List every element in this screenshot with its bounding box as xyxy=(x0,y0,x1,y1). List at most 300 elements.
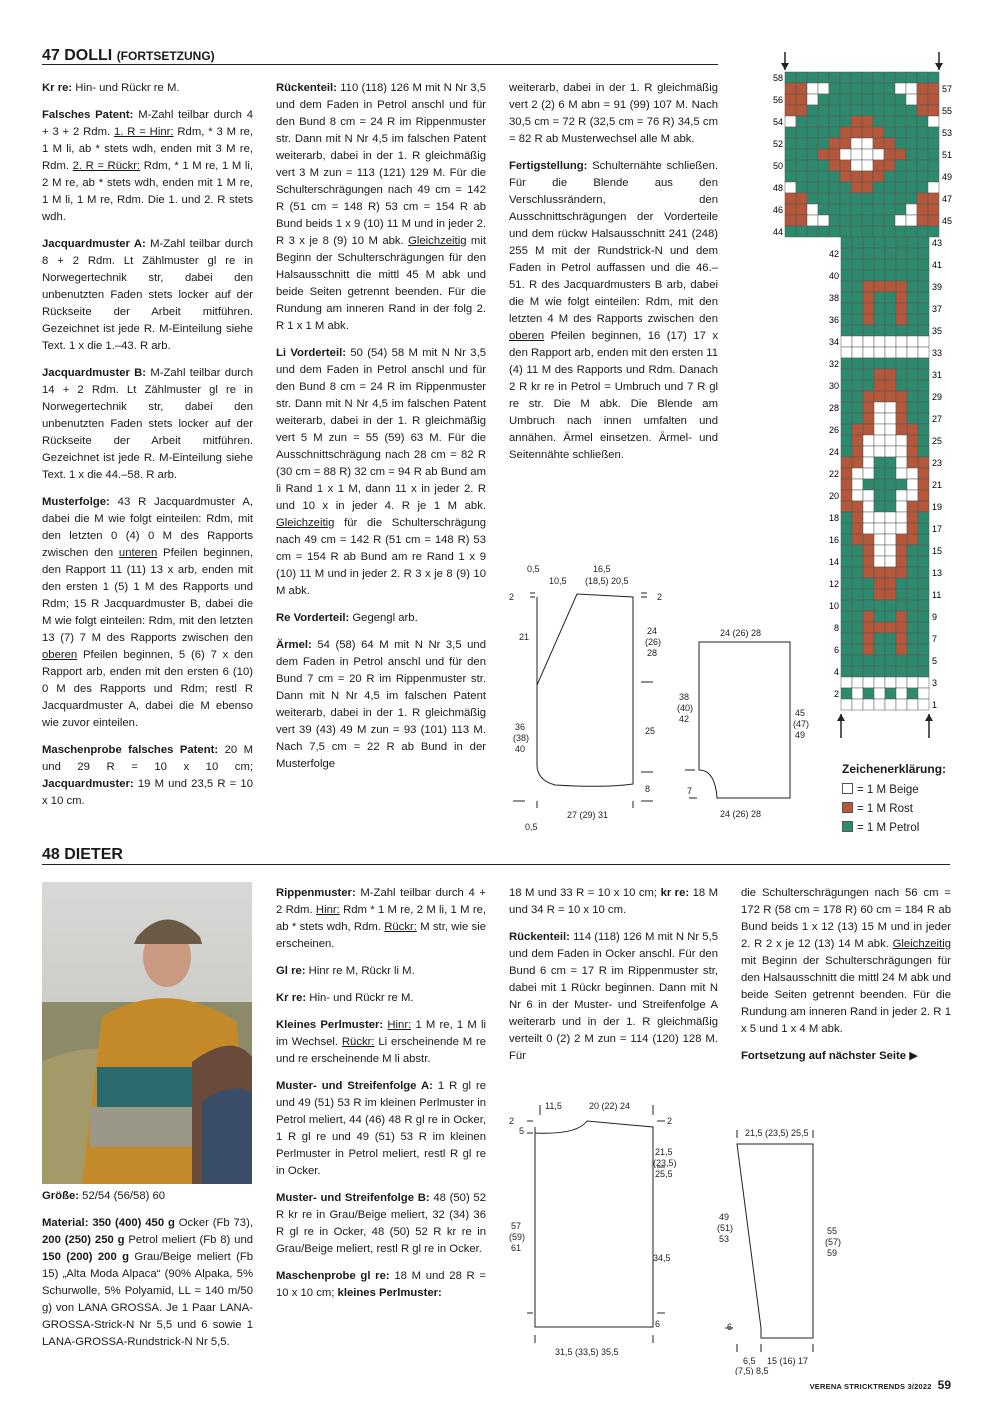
chart-cell xyxy=(918,468,929,479)
chart-cell xyxy=(829,138,840,149)
chart-cell xyxy=(907,413,918,424)
chart-cell xyxy=(885,611,896,622)
chart-cell xyxy=(896,391,907,402)
chart-cell xyxy=(863,248,874,259)
chart-cell xyxy=(874,468,885,479)
chart-cell xyxy=(874,270,885,281)
chart-row-label: 11 xyxy=(932,590,942,600)
chart-row-label: 13 xyxy=(932,568,943,578)
chart-cell xyxy=(896,435,907,446)
chart-cell xyxy=(852,688,863,699)
chart-cell xyxy=(862,127,873,138)
chart-cell xyxy=(907,380,918,391)
chart-cell xyxy=(873,72,884,83)
chart-cell xyxy=(873,226,884,237)
chart-cell xyxy=(896,677,907,688)
s48-6: 6 xyxy=(727,1322,733,1332)
chart-cell xyxy=(829,182,840,193)
chart-cell xyxy=(874,578,885,589)
chart-cell xyxy=(863,347,874,358)
chart-cell xyxy=(841,611,852,622)
chart-cell xyxy=(896,281,907,292)
chart-cell xyxy=(852,292,863,303)
chart-cell xyxy=(841,567,852,578)
chart-cell xyxy=(874,677,885,688)
chart-row-label: 58 xyxy=(772,73,783,83)
chart-cell xyxy=(863,281,874,292)
chart-cell xyxy=(885,567,896,578)
chart-row-label: 10 xyxy=(828,601,839,611)
chart-cell xyxy=(928,182,939,193)
chart-cell xyxy=(907,446,918,457)
chart-row-label: 4 xyxy=(833,667,839,677)
jacquard-chart xyxy=(765,50,960,750)
chart-cell xyxy=(851,127,862,138)
chart-cell xyxy=(863,677,874,688)
chart-cell xyxy=(918,666,929,677)
chart-cell xyxy=(807,160,818,171)
legend-title: Zeichenerklärung: xyxy=(842,762,947,776)
chart-cell xyxy=(873,171,884,182)
chart-cell xyxy=(852,336,863,347)
chart-cell xyxy=(885,479,896,490)
d48-25-5: 25,5 xyxy=(655,1169,673,1179)
chart-cell xyxy=(885,578,896,589)
chart-cell xyxy=(863,523,874,534)
chart-cell xyxy=(841,633,852,644)
chart-cell xyxy=(829,127,840,138)
chart-cell xyxy=(895,226,906,237)
chart-cell xyxy=(896,259,907,270)
page-number: 59 xyxy=(937,1378,951,1392)
chart-cell xyxy=(896,479,907,490)
chart-cell xyxy=(851,215,862,226)
chart-cell xyxy=(829,204,840,215)
chart-cell xyxy=(862,138,873,149)
d48-20-22-24: 20 (22) 24 xyxy=(589,1101,631,1111)
chart-cell xyxy=(852,600,863,611)
chart-cell xyxy=(895,171,906,182)
chart-cell xyxy=(885,556,896,567)
s47-column-3: weiterarb, dabei in der 1. R gleichmäßig vert 2 (2) 6 M abn = 91 (99) 107 M. Nach 30,5 cm = 72 R (32,5 cm = 76 R) 34,5 cm = 82 R ab Musterwechsel alle M abk. Fertigstellung: Schulternähte schließen. Für die Blende aus den Verschlussrändern, den Ausschnittschrägungen der Vorderteile und dem rückw Halsausschnitt 241 (248) 255 M mit der Rundstrick-N und dem Faden in Petrol auffassen und die 46.–51. R des Jacquardmusters B arb, dabei die M wie folgt einteilen: Rdm, mit den letzten 4 M des Rapports zwischen den oberen Pfeilen beginnen, 16 (17) 17 x den Rapport arb, enden mit den ersten 11 (4) 11 M des Rapports und Rdm. Danach 2 R kr re in Petrol = Umbruch und 7 R gl re str. Die M abk. Die Blende am Umbruch nach innen umfalten und annähen. Ärmel einsetzen. Ärmel- und Seitennähte schließen. xyxy=(509,82,719,461)
sleeve-40: (40) xyxy=(677,703,694,713)
chart-cell xyxy=(863,314,874,325)
chart-cell xyxy=(917,127,928,138)
sleeve-7: 7 xyxy=(687,786,693,796)
chart-row-label: 21 xyxy=(932,480,943,490)
chart-cell xyxy=(873,215,884,226)
chart-cell xyxy=(874,358,885,369)
chart-cell xyxy=(907,490,918,501)
chart-cell xyxy=(885,369,896,380)
dim-28: 28 xyxy=(647,648,658,658)
chart-cell xyxy=(840,94,851,105)
chart-cell xyxy=(829,193,840,204)
chart-cell xyxy=(840,193,851,204)
chart-cell xyxy=(818,72,829,83)
dim-36: 36 xyxy=(515,722,526,732)
legend-item-petrol: = 1 M Petrol xyxy=(842,819,946,838)
chart-cell xyxy=(918,457,929,468)
chart-cell xyxy=(907,545,918,556)
chart-cell xyxy=(874,556,885,567)
chart-row-label: 57 xyxy=(942,84,953,94)
chart-cell xyxy=(841,655,852,666)
chart-cell xyxy=(829,171,840,182)
chart-cell xyxy=(862,226,873,237)
chart-cell xyxy=(841,446,852,457)
chart-cell xyxy=(851,171,862,182)
chart-cell xyxy=(895,160,906,171)
chart-row-label: 47 xyxy=(942,194,953,204)
chart-cell xyxy=(918,435,929,446)
chart-cell xyxy=(807,105,818,116)
chart-cell xyxy=(885,358,896,369)
chart-cell xyxy=(918,644,929,655)
chart-cell xyxy=(796,94,807,105)
chart-cell xyxy=(818,171,829,182)
chart-cell xyxy=(874,600,885,611)
chart-cell xyxy=(906,105,917,116)
chart-cell xyxy=(852,578,863,589)
chart-cell xyxy=(884,215,895,226)
section-47-rule xyxy=(42,64,718,65)
dim-0-5-bottom: 0,5 xyxy=(525,822,538,832)
chart-cell xyxy=(851,94,862,105)
chart-cell xyxy=(928,160,939,171)
chart-cell xyxy=(896,424,907,435)
chart-cell xyxy=(840,149,851,160)
chart-cell xyxy=(896,699,907,710)
chart-row-label: 55 xyxy=(942,106,953,116)
chart-row-label: 34 xyxy=(828,337,839,347)
chart-cell xyxy=(852,644,863,655)
chart-cell xyxy=(896,655,907,666)
chart-cell xyxy=(907,567,918,578)
chart-cell xyxy=(785,215,796,226)
chart-cell xyxy=(917,149,928,160)
schematic-48-sleeve xyxy=(705,1120,855,1375)
chart-cell xyxy=(852,402,863,413)
chart-cell xyxy=(852,237,863,248)
chart-cell xyxy=(885,545,896,556)
chart-cell xyxy=(928,204,939,215)
s48-57: (57) xyxy=(825,1237,842,1247)
chart-cell xyxy=(874,402,885,413)
chart-cell xyxy=(885,457,896,468)
chart-cell xyxy=(829,160,840,171)
chart-cell xyxy=(785,171,796,182)
chart-row-label: 33 xyxy=(932,348,943,358)
chart-cell xyxy=(928,171,939,182)
chart-cell xyxy=(885,259,896,270)
chart-cell xyxy=(928,72,939,83)
chart-cell xyxy=(907,270,918,281)
chart-cell xyxy=(885,391,896,402)
chart-cell xyxy=(928,127,939,138)
chart-cell xyxy=(796,160,807,171)
chart-cell xyxy=(807,204,818,215)
chart-cell xyxy=(840,72,851,83)
chart-row-label: 51 xyxy=(942,150,953,160)
chart-cell xyxy=(918,358,929,369)
chart-cell xyxy=(907,479,918,490)
chart-arrow-head xyxy=(837,714,845,721)
chart-cell xyxy=(841,468,852,479)
chart-cell xyxy=(906,94,917,105)
chart-row-label: 37 xyxy=(932,304,943,314)
chart-cell xyxy=(796,215,807,226)
chart-cell xyxy=(874,501,885,512)
chart-cell xyxy=(884,127,895,138)
legend-item-rost: = 1 M Rost xyxy=(842,800,946,819)
chart-cell xyxy=(917,171,928,182)
chart-row-label: 1 xyxy=(932,700,938,710)
chart-cell xyxy=(917,226,928,237)
chart-cell xyxy=(907,655,918,666)
chart-cell xyxy=(852,435,863,446)
s48-53: 53 xyxy=(719,1234,730,1244)
chart-cell xyxy=(796,204,807,215)
chart-cell xyxy=(852,556,863,567)
chart-cell xyxy=(928,94,939,105)
chart-cell xyxy=(918,292,929,303)
chart-cell xyxy=(818,149,829,160)
chart-cell xyxy=(918,303,929,314)
chart-cell xyxy=(884,160,895,171)
chart-cell xyxy=(841,479,852,490)
chart-cell xyxy=(863,259,874,270)
chart-cell xyxy=(785,182,796,193)
chart-cell xyxy=(807,149,818,160)
chart-cell xyxy=(896,446,907,457)
chart-cell xyxy=(896,545,907,556)
chart-cell xyxy=(907,391,918,402)
chart-row-label: 9 xyxy=(932,612,938,622)
chart-cell xyxy=(895,149,906,160)
chart-cell xyxy=(917,160,928,171)
chart-cell xyxy=(896,303,907,314)
chart-cell xyxy=(874,622,885,633)
chart-cell xyxy=(884,105,895,116)
chart-cell xyxy=(918,281,929,292)
chart-cell xyxy=(896,358,907,369)
chart-cell xyxy=(885,402,896,413)
chart-cell xyxy=(917,193,928,204)
s48-column-4: die Schulterschrägungen nach 56 cm = 172 R (58 cm = 178 R) 60 cm = 184 R ab Bund beids 1 x 12 (13) 15 M und in jeder 2. R 2 x je 12 (13) 14 M abk. Gleichzeitig mit Beginn der Schulterschrägungen für den Halsausschnitt die mittl 24 M abk und beide Seiten getrennt beenden. Für die Rundung am inneren Rand in jeder 2. R 1 x 5 und 1 x 4 M abk. Fortsetzung auf nächster Seite ▶ xyxy=(741,885,951,1075)
sleeve-top-width: 24 (26) 28 xyxy=(720,628,762,638)
chart-cell xyxy=(863,468,874,479)
chart-cell xyxy=(896,534,907,545)
chart-row-label: 43 xyxy=(932,238,943,248)
s48-7-5: (7,5) 8,5 xyxy=(735,1366,769,1375)
chart-cell xyxy=(918,633,929,644)
chart-cell xyxy=(852,501,863,512)
chart-cell xyxy=(907,281,918,292)
chart-cell xyxy=(807,138,818,149)
chart-cell xyxy=(874,248,885,259)
chart-cell xyxy=(885,512,896,523)
chart-cell xyxy=(841,523,852,534)
magazine-source: VERENA STRICKTRENDS 3/2022 xyxy=(809,1382,932,1391)
chart-cell xyxy=(874,314,885,325)
chart-cell xyxy=(907,468,918,479)
section-48-rule xyxy=(42,864,950,865)
chart-cell xyxy=(896,589,907,600)
chart-cell xyxy=(928,105,939,116)
chart-cell xyxy=(863,501,874,512)
chart-cell xyxy=(885,424,896,435)
chart-cell xyxy=(906,226,917,237)
chart-cell xyxy=(852,545,863,556)
chart-cell xyxy=(863,600,874,611)
chart-cell xyxy=(841,336,852,347)
chart-row-label: 56 xyxy=(772,95,783,105)
chart-cell xyxy=(852,413,863,424)
chart-cell xyxy=(807,127,818,138)
chart-row-label: 32 xyxy=(828,359,839,369)
chart-cell xyxy=(874,490,885,501)
sleeve-38: 38 xyxy=(679,692,690,702)
chart-cell xyxy=(796,171,807,182)
chart-cell xyxy=(918,424,929,435)
chart-cell xyxy=(852,325,863,336)
chart-cell xyxy=(852,281,863,292)
chart-row-label: 44 xyxy=(772,227,783,237)
chart-cell xyxy=(906,138,917,149)
chart-cell xyxy=(840,182,851,193)
chart-cell xyxy=(918,413,929,424)
chart-cell xyxy=(896,369,907,380)
chart-cell xyxy=(874,523,885,534)
chart-cell xyxy=(906,193,917,204)
chart-cell xyxy=(841,237,852,248)
chart-cell xyxy=(863,622,874,633)
chart-cell xyxy=(884,83,895,94)
chart-row-label: 50 xyxy=(772,161,783,171)
chart-cell xyxy=(840,171,851,182)
sleeve-49: 49 xyxy=(795,730,806,740)
schematic-47-body xyxy=(505,560,675,835)
chart-cell xyxy=(863,589,874,600)
dim-0-5-top: 0,5 xyxy=(527,564,540,574)
chart-row-label: 2 xyxy=(833,689,839,699)
chart-cell xyxy=(917,83,928,94)
chart-cell xyxy=(807,171,818,182)
chart-cell xyxy=(884,226,895,237)
chart-cell xyxy=(895,127,906,138)
chart-cell xyxy=(841,578,852,589)
chart-cell xyxy=(917,105,928,116)
chart-cell xyxy=(852,457,863,468)
chart-cell xyxy=(863,534,874,545)
chart-cell xyxy=(884,171,895,182)
legend xyxy=(842,760,946,838)
d48-61: 61 xyxy=(511,1243,522,1253)
chart-cell xyxy=(918,369,929,380)
chart-cell xyxy=(873,160,884,171)
chart-cell xyxy=(862,94,873,105)
chart-cell xyxy=(884,149,895,160)
chart-cell xyxy=(874,688,885,699)
chart-cell xyxy=(917,116,928,127)
chart-cell xyxy=(863,402,874,413)
chart-cell xyxy=(884,204,895,215)
chart-cell xyxy=(851,105,862,116)
chart-cell xyxy=(785,204,796,215)
chart-cell xyxy=(885,314,896,325)
chart-cell xyxy=(884,94,895,105)
chart-cell xyxy=(918,336,929,347)
chart-cell xyxy=(863,336,874,347)
chart-cell xyxy=(906,160,917,171)
chart-cell xyxy=(907,633,918,644)
chart-cell xyxy=(852,567,863,578)
chart-cell xyxy=(918,699,929,710)
chart-cell xyxy=(885,325,896,336)
d48-59: (59) xyxy=(509,1232,526,1242)
chart-cell xyxy=(874,369,885,380)
chart-cell xyxy=(907,325,918,336)
chart-cell xyxy=(896,578,907,589)
dim-right-2: 2 xyxy=(657,592,663,602)
chart-cell xyxy=(785,94,796,105)
chart-cell xyxy=(896,644,907,655)
chart-cell xyxy=(807,83,818,94)
chart-cell xyxy=(840,215,851,226)
chart-cell xyxy=(874,281,885,292)
chart-cell xyxy=(917,72,928,83)
chart-cell xyxy=(896,292,907,303)
chart-cell xyxy=(885,677,896,688)
chart-cell xyxy=(840,160,851,171)
chart-cell xyxy=(896,314,907,325)
continue-next-page: Fortsetzung auf nächster Seite ▶ xyxy=(741,1050,918,1062)
chart-cell xyxy=(841,270,852,281)
chart-cell xyxy=(863,413,874,424)
dim-27-29-31: 27 (29) 31 xyxy=(567,810,609,820)
chart-cell xyxy=(852,270,863,281)
chart-cell xyxy=(818,105,829,116)
chart-cell xyxy=(840,105,851,116)
chart-cell xyxy=(896,468,907,479)
chart-cell xyxy=(895,204,906,215)
chart-cell xyxy=(873,83,884,94)
chart-cell xyxy=(841,325,852,336)
chart-cell xyxy=(896,270,907,281)
chart-row-label: 26 xyxy=(828,425,839,435)
chart-cell xyxy=(862,215,873,226)
chart-cell xyxy=(874,611,885,622)
chart-cell xyxy=(863,699,874,710)
chart-cell xyxy=(874,644,885,655)
chart-row-label: 35 xyxy=(932,326,943,336)
chart-cell xyxy=(918,688,929,699)
chart-cell xyxy=(906,127,917,138)
chart-cell xyxy=(918,259,929,270)
chart-cell xyxy=(874,457,885,468)
chart-cell xyxy=(863,666,874,677)
chart-cell xyxy=(874,424,885,435)
chart-cell xyxy=(818,127,829,138)
chart-cell xyxy=(863,655,874,666)
chart-cell xyxy=(862,204,873,215)
chart-cell xyxy=(841,402,852,413)
chart-cell xyxy=(863,325,874,336)
chart-cell xyxy=(841,281,852,292)
chart-cell xyxy=(863,391,874,402)
chart-cell xyxy=(852,677,863,688)
